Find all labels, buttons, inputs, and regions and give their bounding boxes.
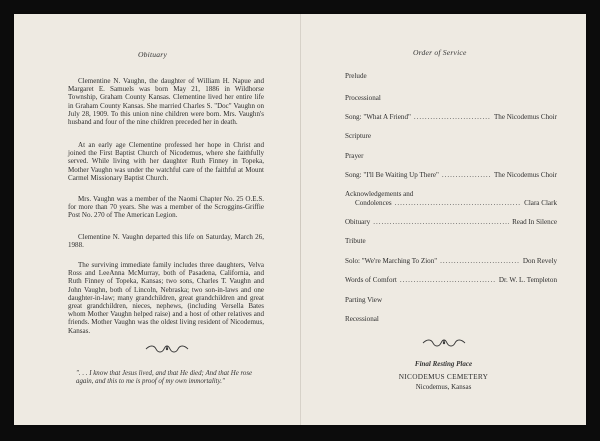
service-item-performer: The Nicodemus Choir [493,171,557,179]
service-item-label: Recessional [345,315,379,323]
service-item-processional [345,93,557,103]
leader-dots [373,217,509,227]
leader-dots [395,198,521,208]
service-item-prayer [345,151,557,161]
service-item-obituary [345,217,557,227]
scripture-quote: ". . . I know that Jesus lived, and that He died; And that He rose again, and this to me is proof of my own immortality." [76,370,253,385]
obituary-heading: Obituary [138,50,168,59]
leader-dots [440,256,520,266]
service-item-label: Prelude [345,72,367,80]
service-item-label: Solo: "We're Marching To Zion" [345,257,438,265]
service-item-label: Prayer [345,152,364,160]
obituary-paragraph-1: Clementine N. Vaughn, the daughter of William H. Napue and Margaret E. Samuels was born May 21, 1886 in Wildhorse Township, Graham County Kansas. Clementine lived her entire life in Graham County Kansas. She married Charles S. "Doc" Vaughn on July 28, 1909. To this union nine children were born. Mrs. Vaughn's husband and four of the nine children preceded her in death. [68,77,264,127]
service-item-condolences [355,198,557,208]
scroll-ornament-icon [421,338,467,348]
leader-dots [400,275,496,285]
obituary-paragraph-3: Mrs. Vaughn was a member of the Naomi Chapter No. 25 O.E.S. for more than 70 years. She was a member of the Scroggins-Griffie Post No. 270 of The American Legion. [68,195,264,220]
service-item-prelude [345,71,557,81]
service-item-recessional [345,314,557,324]
service-item-label: Acknowledgements and [345,190,414,198]
obituary-panel [14,14,300,425]
service-item-label: Processional [345,94,381,102]
service-item-words-of-comfort [345,275,557,285]
service-item-tribute [345,236,557,246]
cemetery-name: NICODEMUS CEMETERY [398,372,489,381]
service-item-parting-view [345,295,557,305]
service-item-song-waiting [345,170,557,180]
resting-place-title: Final Resting Place [414,360,473,368]
service-item-performer: Clara Clark [524,199,557,207]
leader-dots [442,170,491,180]
service-item-label: Song: "What A Friend" [345,113,411,121]
service-item-performer: The Nicodemus Choir [493,113,557,121]
service-item-performer: Dr. W. L. Templeton [498,276,557,284]
service-item-label: Song: "I'll Be Waiting Up There" [345,171,439,179]
service-item-performer: Read In Silence [512,218,557,226]
program-sheet [14,14,586,425]
service-item-label: Words of Comfort [345,276,397,284]
service-item-solo [345,256,557,266]
obituary-paragraph-2: At an early age Clementine professed her hope in Christ and joined the First Baptist Church of Nicodemus, where she faithfully served. While living with her daughter Ruth Finney in Topeka, Mother Vaughn was under the watchful care of the faithful at Mount Carmel Missionary Baptist Church. [68,141,264,182]
service-item-label: Condolences [355,199,392,207]
obituary-paragraph-4: Clementine N. Vaughn departed this life on Saturday, March 26, 1988. [68,233,264,250]
obituary-paragraph-5: The surviving immediate family includes three daughters, Velva Ross and LeeAnna McMurray, both of Pasadena, California, and Ruth Finney of Topeka, Kansas; two sons, Charles T. Vaughn and John Vaughn, both of Lincoln, Nebraska; two son-in-laws and one daughter-in-law; many grandchildren, great grandchildren and great great grandchildren, nieces, nephews, (including Versella Bates whom Mother Vaughn helped raise) and a host of other relatives and friends. Mother Vaughn was the oldest living resident of Nicodemus, Kansas. [68,261,264,335]
service-item-label: Scripture [345,132,372,140]
service-item-label: Obituary [345,218,371,226]
leader-dots [414,112,491,122]
service-item-performer: Don Revely [522,257,557,265]
service-panel [301,14,586,425]
service-item-label: Tribute [345,237,366,245]
service-item-song-what-a-friend [345,112,557,122]
scroll-ornament-icon [144,344,190,354]
cemetery-location: Nicodemus, Kansas [415,383,472,391]
service-item-label: Parting View [345,296,383,304]
service-heading: Order of Service [413,48,467,57]
service-item-scripture [345,131,557,141]
